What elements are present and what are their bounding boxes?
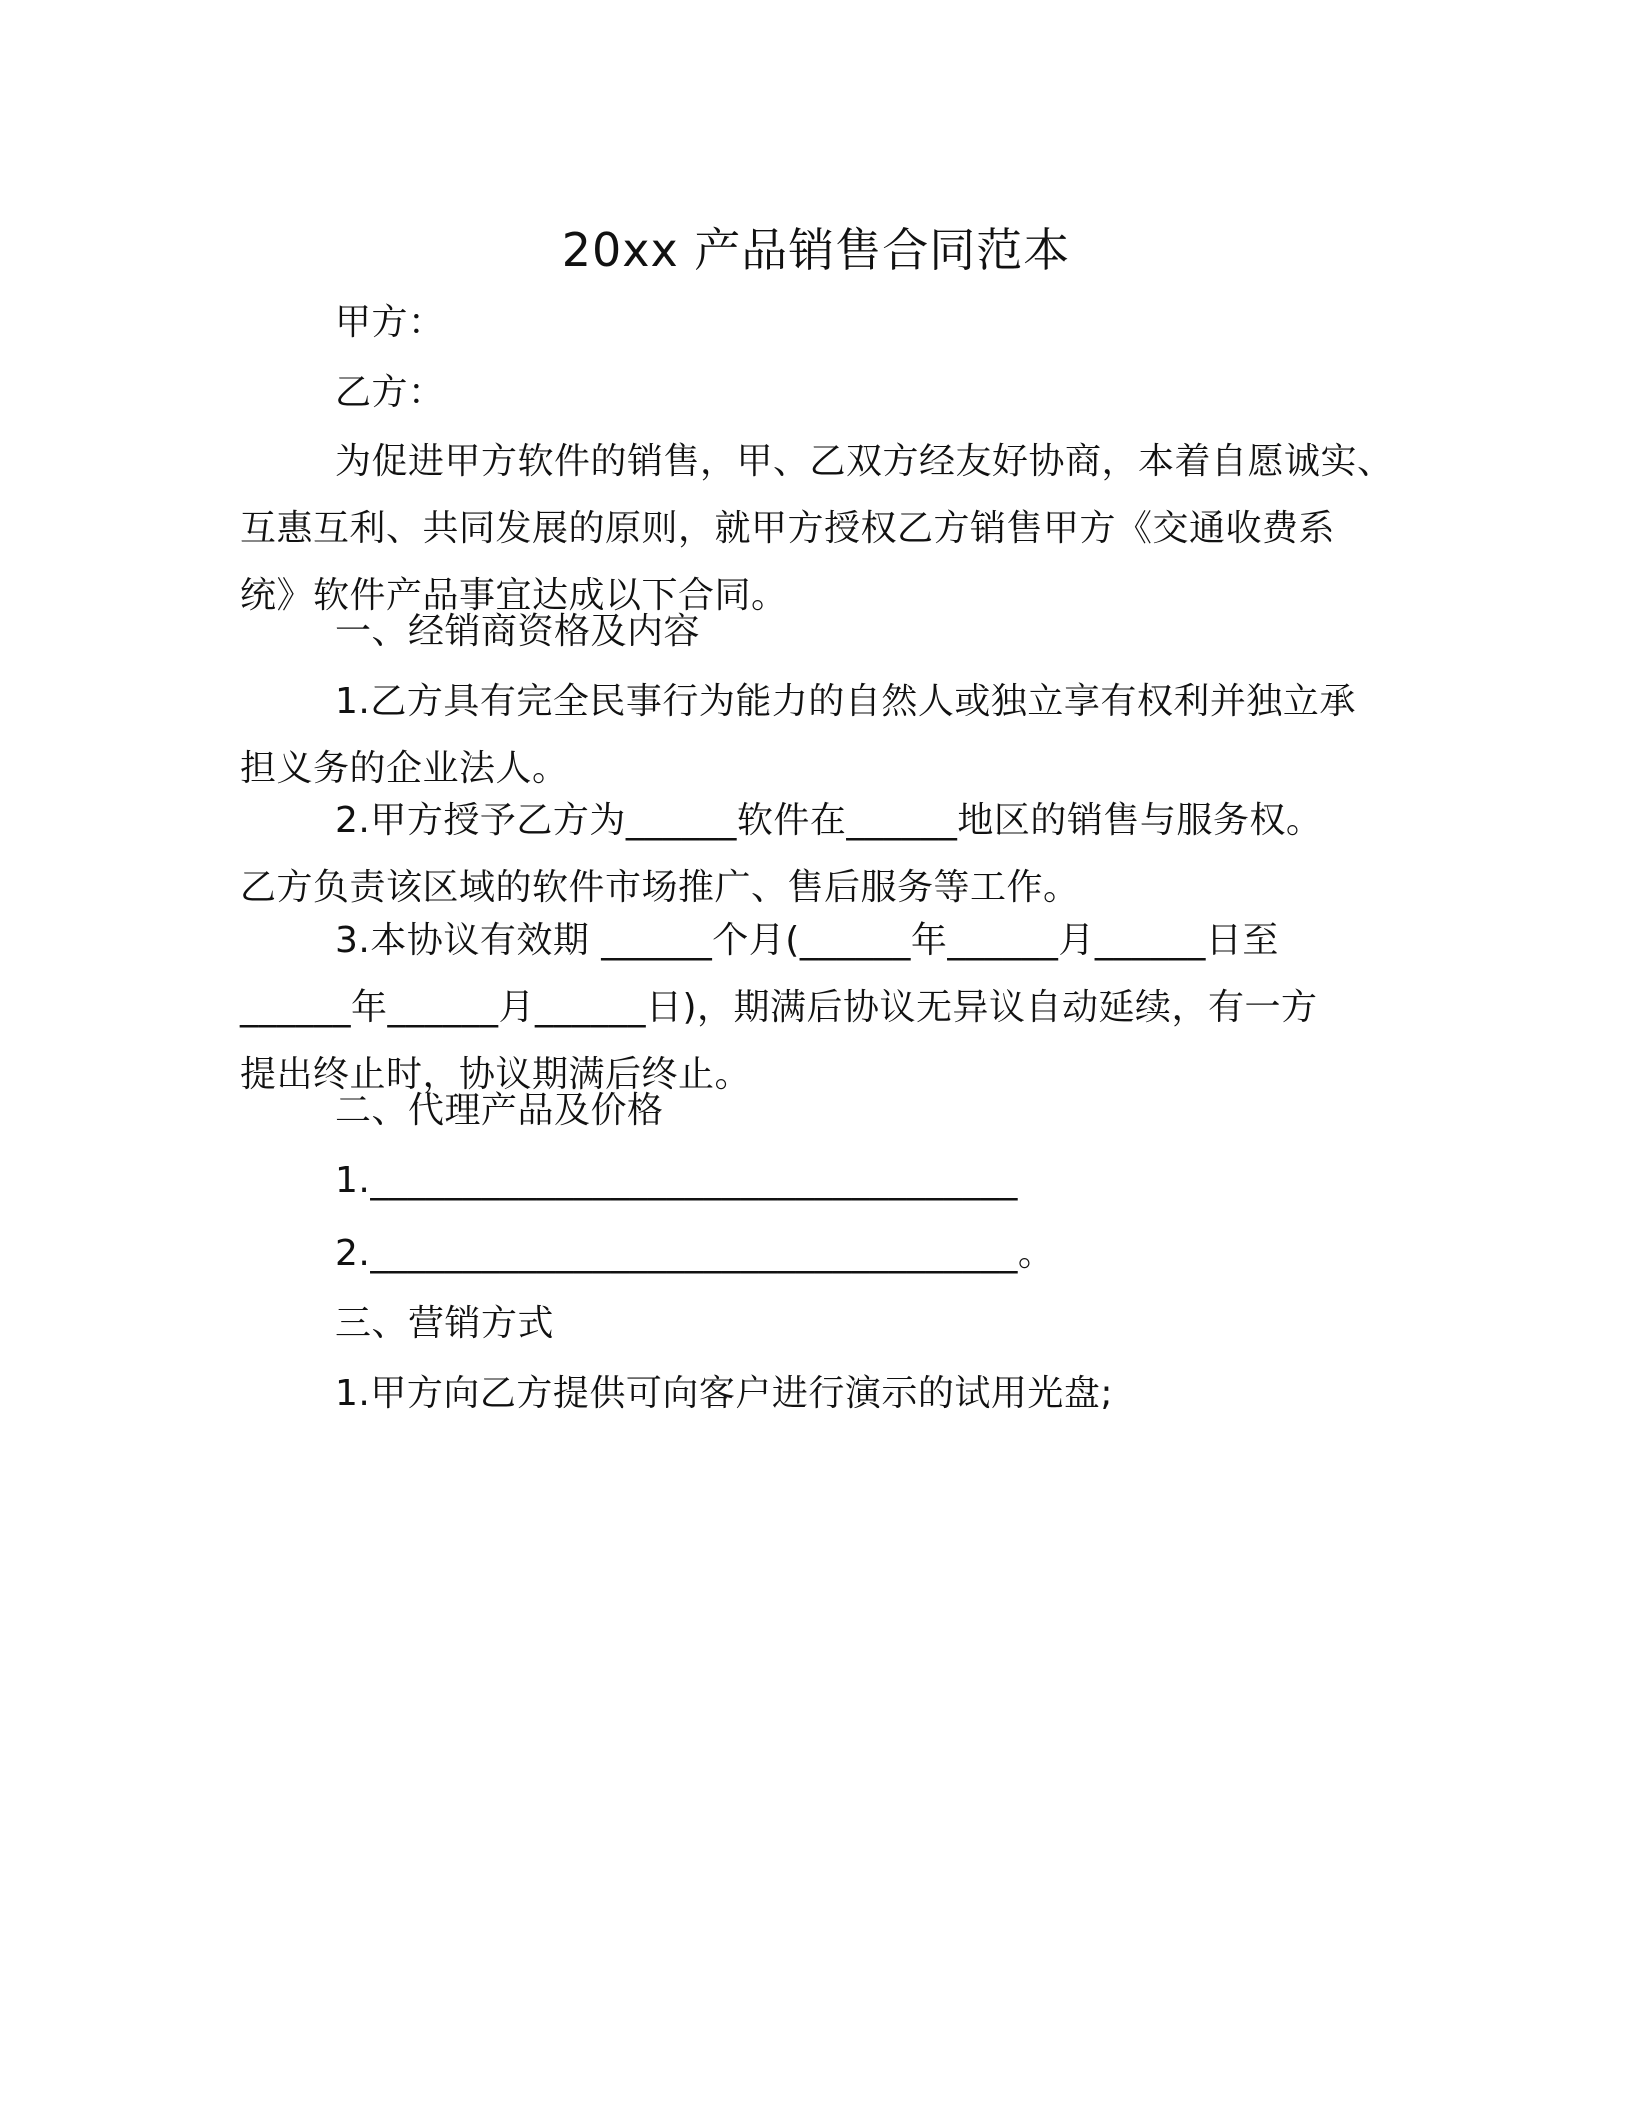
paragraph-line: 互惠互利、共同发展的原则，就甲方授权乙方销售甲方《交通收费系 <box>240 508 1336 549</box>
paragraph-line: 提出终止时，协议期满后终止。 <box>240 1054 752 1095</box>
paragraph-line: 为促进甲方软件的销售，甲、乙双方经友好协商，本着自愿诚实、 <box>335 441 1394 482</box>
clause-paragraph <box>240 1147 1390 1214</box>
paragraph-line: 一、经销商资格及内容 <box>335 611 701 652</box>
section-heading <box>240 1077 1390 1144</box>
paragraph-line: 2.___________________________________。 <box>335 1233 1055 1274</box>
paragraph-line: 3.本协议有效期 ______个月(______年______月______日至 <box>335 920 1279 961</box>
paragraph-line: ______年______月______日)，期满后协议无异议自动延续，有一方 <box>240 987 1318 1028</box>
clause-paragraph <box>240 1220 1390 1287</box>
paragraph-line: 三、营销方式 <box>335 1303 555 1344</box>
party-b-paragraph <box>240 359 1390 426</box>
clause-paragraph <box>240 1360 1390 1427</box>
paragraph-line: 甲方： <box>335 302 445 343</box>
party-a-paragraph <box>240 289 1390 356</box>
paragraph-line: 2.甲方授予乙方为______软件在______地区的销售与服务权。 <box>335 800 1323 841</box>
paragraph-line: 统》软件产品事宜达成以下合同。 <box>240 575 788 616</box>
clause-paragraph <box>240 787 1390 921</box>
paragraph-line: 二、代理产品及价格 <box>335 1090 664 1131</box>
paragraph-line: 乙方： <box>335 372 445 413</box>
paragraph-line: 乙方负责该区域的软件市场推广、售后服务等工作。 <box>240 867 1080 908</box>
paragraph-line: 担义务的企业法人。 <box>240 748 569 789</box>
clause-paragraph <box>240 668 1390 802</box>
paragraph-line: 1.___________________________________ <box>335 1160 1018 1201</box>
document-title: 20xx 产品销售合同范本 <box>561 223 1071 277</box>
paragraph-line: 1.乙方具有完全民事行为能力的自然人或独立享有权利并独立承 <box>335 681 1356 722</box>
section-heading <box>240 1290 1390 1357</box>
section-heading <box>240 598 1390 665</box>
paragraph-line: 1.甲方向乙方提供可向客户进行演示的试用光盘; <box>335 1373 1113 1414</box>
